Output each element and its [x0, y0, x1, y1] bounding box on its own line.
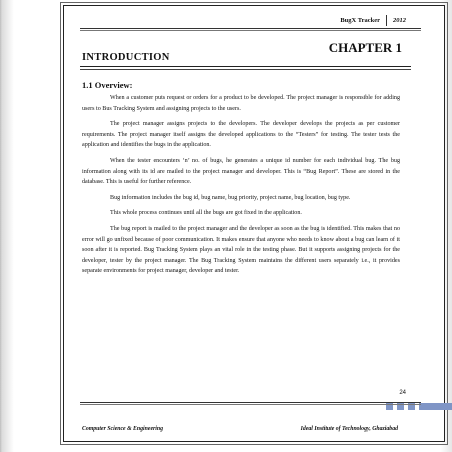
paragraph: When the tester encounters ‘n’ no. of bugs, he generates a unique id number for each individual bug. The bug information along with its id are mailed to the project manager and developer. This is “Bug Report”. These are stored in the database. This is useful for further reference. — [82, 157, 400, 186]
running-header — [340, 14, 406, 26]
page-number: 24 — [399, 390, 406, 396]
section-title: 1.1 Overview: — [82, 80, 133, 90]
heading-rule — [80, 66, 411, 67]
paragraph: The project manager assigns projects to the developers. The developer develops the projects as per customer requirements. The project manager itself assigns the developed applications to the “Testers” for testing. The tester tests the application and identifies the bugs in the application. — [82, 121, 400, 149]
header-title: BugX Tracker — [340, 16, 380, 24]
page-heading: INTRODUCTION — [82, 52, 170, 63]
footer-rule-thin — [80, 404, 421, 405]
footer-department: Computer Science & Engineering — [82, 426, 164, 432]
paragraph: Bug information includes the bug id, bug name, bug priority, project name, bug location, bug type. — [110, 194, 351, 201]
paragraph: The bug report is mailed to the project manager and the developer as soon as the bug is identified. This makes that no error will go unfixed because of poor communication. It makes ensure that anyone who needs to know about a bug can learn of it soon after it is reported. Bug Tracking System plays an vital role in the testing phase. But it supports assigning projects for the developer, tester by the project manager. The Bug Tracking System maintains the different users separately i.e., it provides separate environments for project manager, developer and tester. — [82, 225, 400, 275]
paragraph: This whole process continues until all the bugs are got fixed in the application. — [110, 210, 302, 217]
chapter-title: CHAPTER 1 — [328, 40, 402, 55]
heading-rule-thin — [80, 69, 411, 70]
header-rule — [80, 28, 421, 29]
footer-rule — [80, 402, 421, 403]
header-year: 2012 — [393, 16, 406, 24]
footer-institute: Ideal Institute of Technology, Ghaziabad — [300, 426, 398, 432]
body-text — [82, 93, 400, 282]
header-separator — [386, 15, 387, 26]
paragraph: When a customer puts request or orders for a product to be developed. The project manager is responsible for adding users to Bus Tracking System and assigning projects to the users. — [82, 95, 400, 112]
header-rule-thin — [80, 30, 421, 31]
